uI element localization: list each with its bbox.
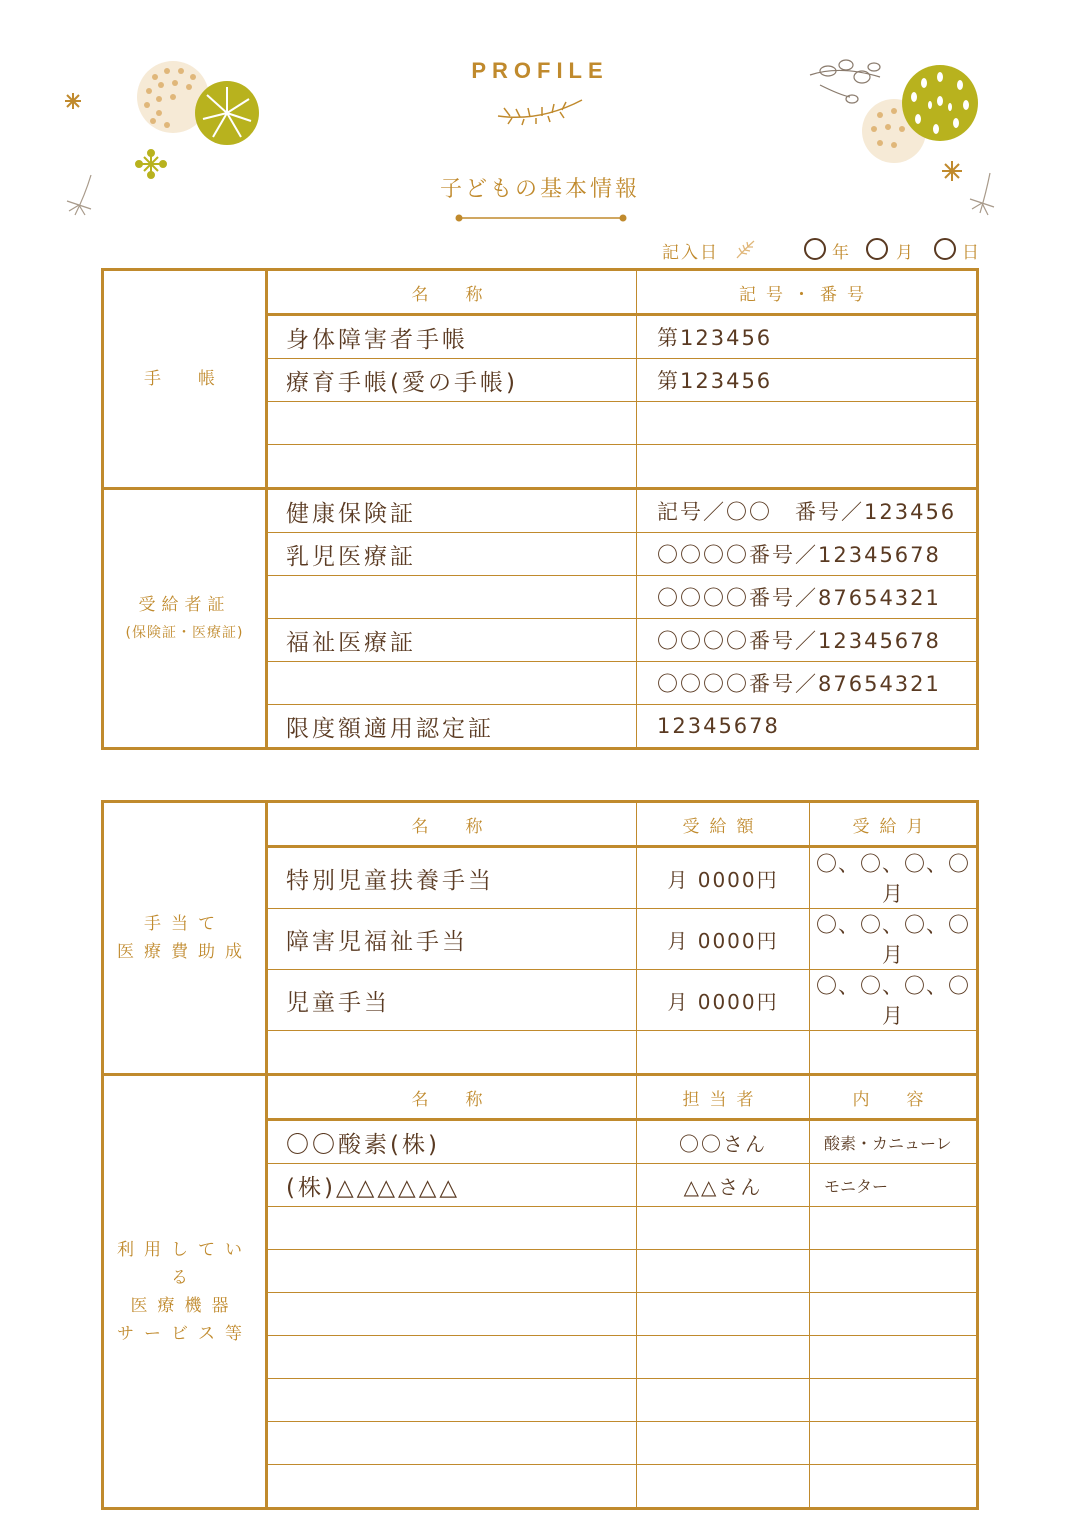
equipment-content: モニター: [810, 1164, 978, 1207]
allowance-months: 〇、〇、〇、〇月: [810, 909, 978, 970]
empty-cell: [637, 1293, 810, 1336]
certificate-number: 記号／〇〇 番号／123456: [637, 489, 978, 533]
certificate-number: 12345678: [637, 705, 978, 749]
equipment-content: 酸素・カニューレ: [810, 1120, 978, 1164]
empty-cell: [267, 1422, 637, 1465]
category-allowances-line2: 医療費助成: [117, 942, 252, 962]
month-blank-circle: [866, 238, 888, 260]
category-equipment-line1: 利用している: [117, 1239, 252, 1288]
category-certificates-label: 受給者証: [138, 594, 231, 615]
empty-cell: [637, 1379, 810, 1422]
certificate-number: 〇〇〇〇番号／87654321: [637, 576, 978, 619]
header-title: PROFILE: [471, 58, 609, 83]
allowance-amount: 月 0000円: [637, 909, 810, 970]
column-header-name: 名 称: [267, 1075, 637, 1120]
empty-cell: [637, 402, 978, 445]
day-unit: 日: [962, 243, 981, 263]
allowance-months: 〇、〇、〇、〇月: [810, 970, 978, 1031]
column-header-person: 担当者: [637, 1075, 810, 1120]
allowance-name: 障害児福祉手当: [267, 909, 637, 970]
column-header-name: 名 称: [267, 802, 637, 847]
empty-cell: [267, 1250, 637, 1293]
column-header-number: 記号・番号: [637, 270, 978, 315]
category-certificates: [103, 489, 267, 749]
empty-cell: [637, 1422, 810, 1465]
table-header-row: [103, 1075, 978, 1120]
empty-cell: [810, 1031, 978, 1075]
category-equipment-line3: サービス等: [117, 1323, 252, 1344]
empty-cell: [267, 1379, 637, 1422]
certificate-name: 限度額適用認定証: [267, 705, 637, 749]
empty-cell: [637, 1336, 810, 1379]
certificate-number: 〇〇〇〇番号／87654321: [637, 662, 978, 705]
empty-cell: [267, 1293, 637, 1336]
empty-cell: [267, 1031, 637, 1075]
certificate-name: [267, 662, 637, 705]
empty-cell: [810, 1207, 978, 1250]
certificate-number: 〇〇〇〇番号／12345678: [637, 533, 978, 576]
column-header-name: 名 称: [267, 270, 637, 315]
empty-cell: [810, 1336, 978, 1379]
subtitle-underline: [455, 212, 627, 224]
category-equipment-line2: 医療機器: [130, 1295, 239, 1316]
category-allowances-line1: 手当て: [144, 914, 225, 934]
empty-cell: [637, 1250, 810, 1293]
empty-cell: [810, 1250, 978, 1293]
empty-cell: [267, 445, 637, 489]
allowances-equipment-table: [101, 800, 979, 1510]
empty-cell: [810, 1293, 978, 1336]
equipment-name: 〇〇酸素(株): [267, 1120, 637, 1164]
certificate-name: 乳児医療証: [267, 533, 637, 576]
category-equipment: [103, 1075, 267, 1509]
empty-cell: [637, 445, 978, 489]
column-header-month: 受給月: [810, 802, 978, 847]
month-unit: 月: [896, 243, 915, 263]
allowance-name: 児童手当: [267, 970, 637, 1031]
allowance-name: 特別児童扶養手当: [267, 847, 637, 909]
entry-date: [662, 236, 992, 262]
entry-date-label: 記入日: [662, 243, 719, 263]
allowance-amount: 月 0000円: [637, 847, 810, 909]
leaf-sprig-icon: [734, 238, 756, 260]
empty-cell: [267, 1207, 637, 1250]
day-blank-circle: [934, 238, 956, 260]
certificate-name: 健康保険証: [267, 489, 637, 533]
laurel-ornament-icon: [490, 92, 590, 126]
column-header-content: 内 容: [810, 1075, 978, 1120]
page-subtitle: 子どもの基本情報: [439, 177, 640, 202]
small-asterisk-flower-icon: [65, 93, 81, 109]
identification-table: [101, 268, 979, 750]
empty-cell: [267, 1465, 637, 1509]
handbook-number: 第123456: [637, 359, 978, 402]
category-certificates-note: (保険証・医療証): [125, 624, 244, 641]
handbook-number: 第123456: [637, 315, 978, 359]
empty-cell: [637, 1465, 810, 1509]
equipment-name: (株)△△△△△△: [267, 1164, 637, 1207]
green-flower-icon: [195, 81, 259, 145]
certificate-name: [267, 576, 637, 619]
table-row: [103, 489, 978, 533]
equipment-person: △△さん: [637, 1164, 810, 1207]
empty-cell: [810, 1422, 978, 1465]
category-allowances: [103, 802, 267, 1075]
allowance-months: 〇、〇、〇、〇月: [810, 847, 978, 909]
handbook-name: 療育手帳(愛の手帳): [267, 359, 637, 402]
empty-cell: [267, 402, 637, 445]
table-header-row: [103, 802, 978, 847]
category-handbook: 手 帳: [103, 270, 267, 489]
empty-cell: [637, 1031, 810, 1075]
certificate-name: 福祉医療証: [267, 619, 637, 662]
equipment-person: 〇〇さん: [637, 1120, 810, 1164]
empty-cell: [810, 1379, 978, 1422]
column-header-amount: 受給額: [637, 802, 810, 847]
year-unit: 年: [832, 243, 851, 263]
empty-cell: [267, 1336, 637, 1379]
year-blank-circle: [804, 238, 826, 260]
allowance-amount: 月 0000円: [637, 970, 810, 1031]
handbook-name: 身体障害者手帳: [267, 315, 637, 359]
empty-cell: [810, 1465, 978, 1509]
table-header-row: [103, 270, 978, 315]
empty-cell: [637, 1207, 810, 1250]
certificate-number: 〇〇〇〇番号／12345678: [637, 619, 978, 662]
